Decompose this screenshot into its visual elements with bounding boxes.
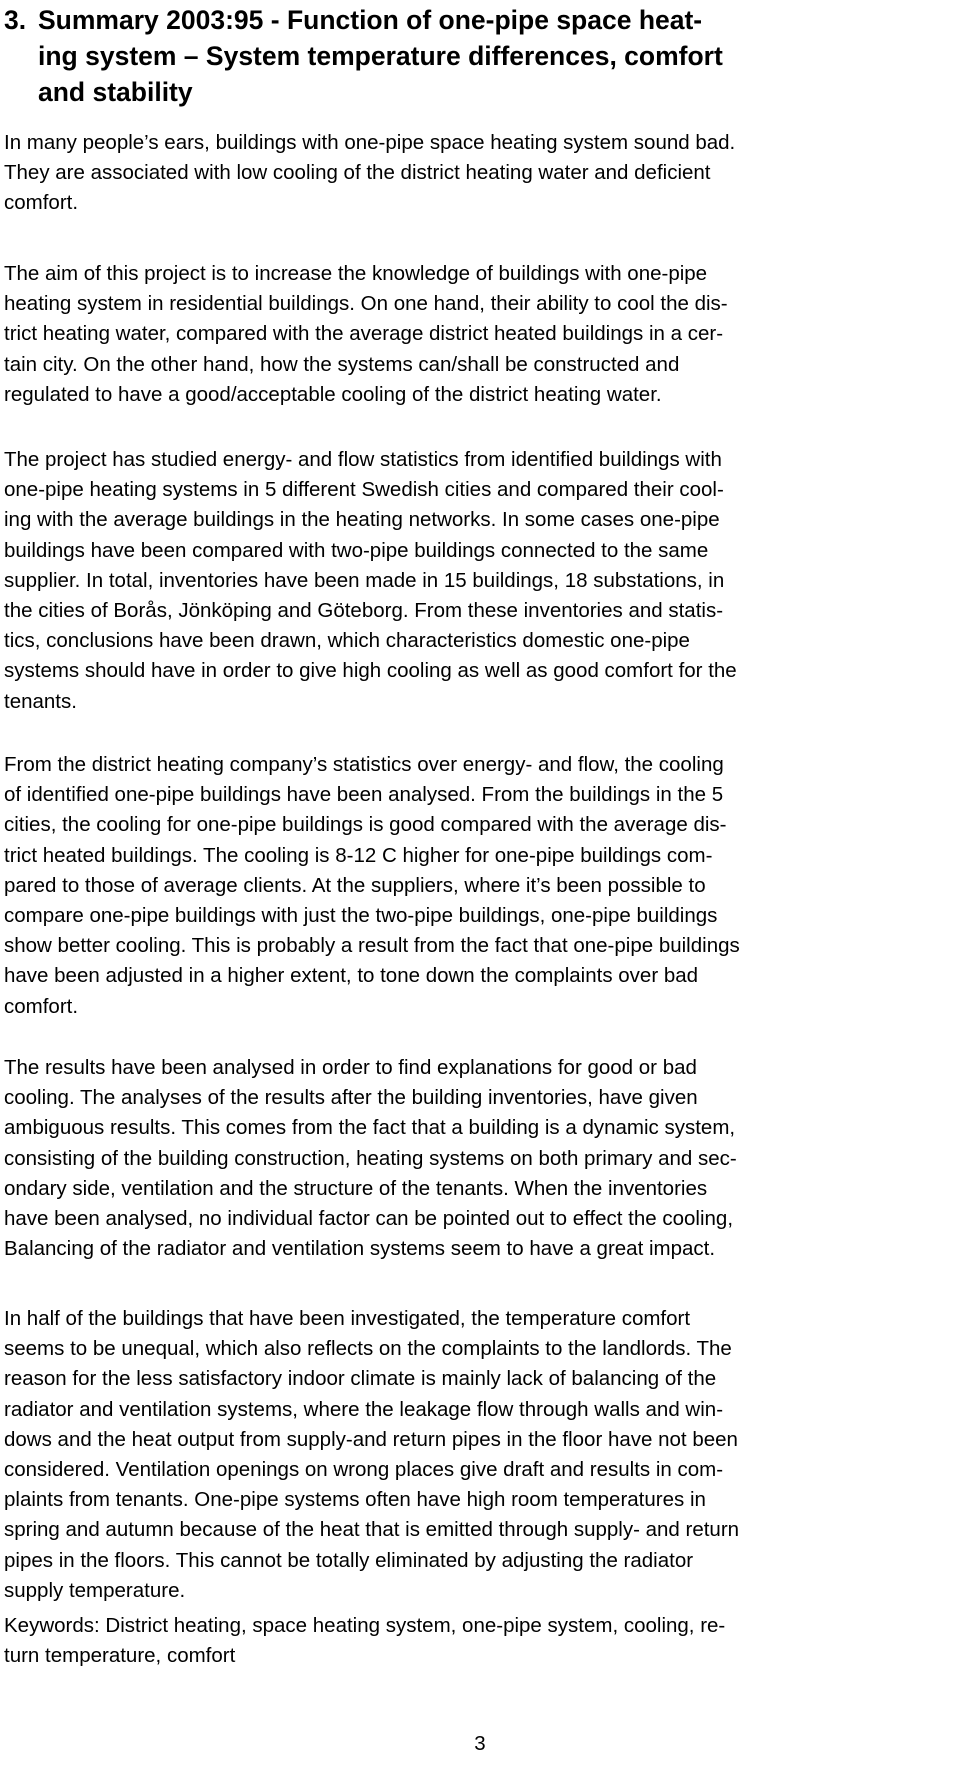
paragraph-statistics: From the district heating company’s statistics over energy- and flow, the cooling of identified one-pipe buildings have been analysed. From the buildings in the 5 cities, the cooling for one-pipe buildings is good compared with the average dis- trict heated buildings. The cooling is 8-12 C higher for one-pipe buildings com- pared to those of average clients. At the suppliers, where it’s been possible to compare one-pipe buildings with just the two-pipe buildings, one-pipe buildings show better cooling. This is probably a result from the fact that one-pipe buildings have been adjusted in a higher extent, to tone down the complaints over bad comfort.	[4, 753, 740, 1018]
section-heading	[4, 0, 956, 110]
section-title: Summary 2003:95 - Function of one-pipe space heat- ing system – System temperature differences, comfort and stability	[38, 5, 723, 107]
section-number: 3.	[4, 5, 27, 35]
paragraph-comfort: In half of the buildings that have been investigated, the temperature comfort seems to be unequal, which also reflects on the complaints to the landlords. The reason for the less satisfactory indoor climate is mainly lack of balancing of the radiator and ventilation systems, where the leakage flow through walls and win- dows and the heat output from supply-and return pipes in the floor have not been considered. Ventilation openings on wrong places give draft and results in com- plaints from tenants. One-pipe systems often have high room temperatures in spring and autumn because of the heat that is emitted through supply- and return pipes in the floors. This cannot be totally eliminated by adjusting the radiator supply temperature.	[4, 1307, 740, 1602]
document-page	[4, 0, 956, 1668]
page-number: 3	[474, 1732, 486, 1755]
paragraph-method: The project has studied energy- and flow statistics from identified buildings with one-pipe heating systems in 5 different Swedish cities and compared their cool- ing with the average buildings in the heating networks. In some cases one-pipe buildings have been compared with two-pipe buildings connected to the same supplier. In total, inventories have been made in 15 buildings, 18 substations, in the cities of Borås, Jönköping and Göteborg. From these inventories and statis- tics, conclusions have been drawn, which characteristics domestic one-pipe systems should have in order to give high cooling as well as good comfort for the tenants.	[4, 448, 737, 713]
paragraph-aim: The aim of this project is to increase the knowledge of buildings with one-pipe heating system in residential buildings. On one hand, their ability to cool the dis- trict heating water, compared with the average district heated buildings in a cer- tain city. On the other hand, how the systems can/shall be constructed and regulated to have a good/acceptable cooling of the district heating water.	[4, 262, 728, 406]
paragraph-keywords: Keywords: District heating, space heating system, one-pipe system, cooling, re- turn temperature, comfort	[4, 1614, 726, 1668]
paragraph-analysis: The results have been analysed in order to find explanations for good or bad cooling. The analyses of the results after the building inventories, have given ambiguous results. This comes from the fact that a building is a dynamic system, consisting of the building construction, heating systems on both primary and sec- ondary side, ventilation and the structure of the tenants. When the inventories have been analysed, no individual factor can be pointed out to effect the cooling, Balancing of the radiator and ventilation systems seem to have a great impact.	[4, 1056, 737, 1261]
paragraph-intro: In many people’s ears, buildings with one-pipe space heating system sound bad. They are associated with low cooling of the district heating water and deficient comfort.	[4, 131, 736, 215]
